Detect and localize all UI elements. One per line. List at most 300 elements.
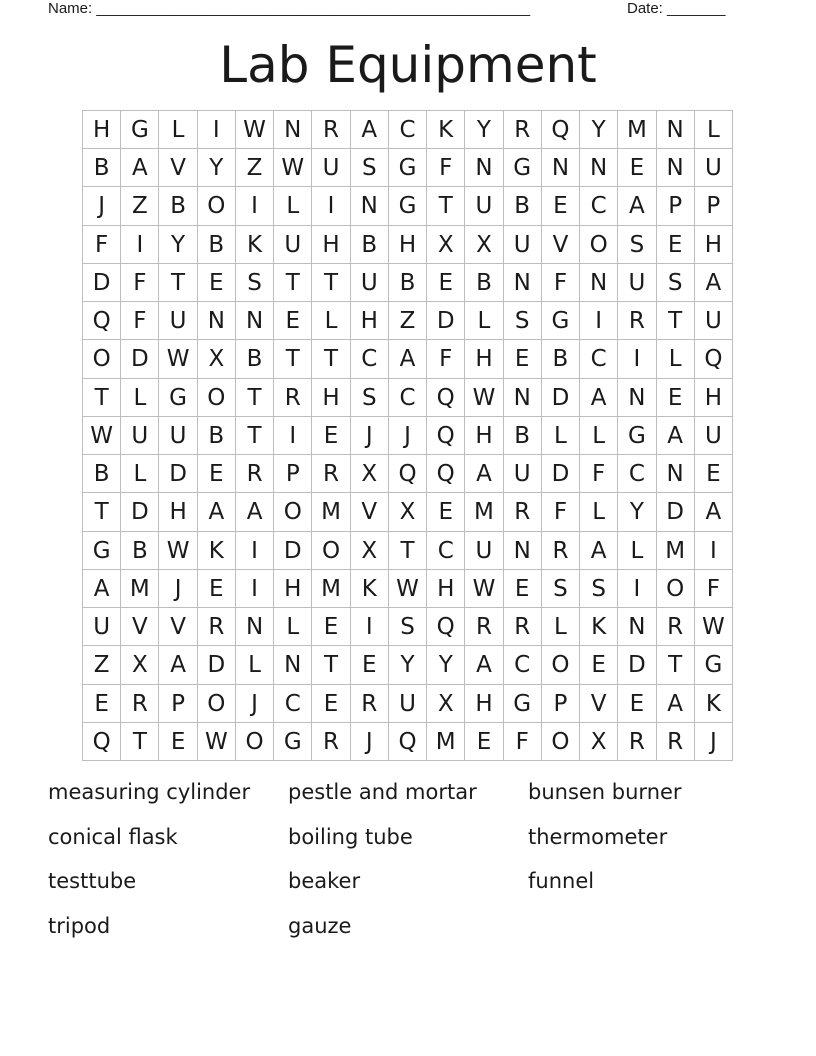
grid-cell[interactable]: X	[427, 685, 465, 723]
grid-cell[interactable]: U	[159, 417, 197, 455]
grid-cell[interactable]: W	[695, 608, 733, 646]
grid-cell[interactable]: C	[580, 187, 618, 225]
grid-cell[interactable]: C	[504, 646, 542, 684]
grid-cell[interactable]: R	[618, 302, 656, 340]
grid-cell[interactable]: M	[312, 493, 350, 531]
grid-cell[interactable]: U	[465, 187, 503, 225]
grid-cell[interactable]: Y	[465, 111, 503, 149]
grid-cell[interactable]: S	[504, 302, 542, 340]
grid-cell[interactable]: L	[465, 302, 503, 340]
grid-cell[interactable]: D	[427, 302, 465, 340]
grid-cell[interactable]: B	[83, 455, 121, 493]
word-list-item: measuring cylinder	[48, 780, 251, 804]
grid-cell[interactable]: T	[236, 379, 274, 417]
grid-cell[interactable]: E	[312, 608, 350, 646]
grid-cell[interactable]: D	[121, 493, 159, 531]
grid-cell[interactable]: I	[236, 570, 274, 608]
grid-cell[interactable]: T	[312, 646, 350, 684]
grid-cell[interactable]: T	[121, 723, 159, 761]
word-list-item: conical flask	[48, 824, 178, 849]
grid-cell[interactable]: R	[312, 455, 350, 493]
grid-cell[interactable]: Q	[427, 379, 465, 417]
grid-cell[interactable]: J	[695, 723, 733, 761]
grid-cell[interactable]: O	[580, 226, 618, 264]
grid-cell[interactable]: Y	[580, 111, 618, 149]
grid-cell[interactable]: E	[198, 455, 236, 493]
grid-cell[interactable]: Y	[198, 149, 236, 187]
grid-cell[interactable]: B	[83, 149, 121, 187]
grid-cell[interactable]: F	[695, 570, 733, 608]
grid-cell[interactable]: D	[159, 455, 197, 493]
grid-cell[interactable]: H	[695, 379, 733, 417]
grid-cell[interactable]: C	[351, 340, 389, 378]
grid-cell[interactable]: A	[198, 493, 236, 531]
grid-cell[interactable]: E	[580, 646, 618, 684]
grid-cell[interactable]: T	[83, 493, 121, 531]
grid-cell[interactable]: F	[121, 302, 159, 340]
grid-cell[interactable]: R	[542, 532, 580, 570]
grid-cell[interactable]: F	[121, 264, 159, 302]
grid-cell[interactable]: G	[159, 379, 197, 417]
grid-cell[interactable]: L	[121, 455, 159, 493]
grid-cell[interactable]: K	[427, 111, 465, 149]
grid-cell[interactable]: A	[580, 532, 618, 570]
grid-cell[interactable]: V	[580, 685, 618, 723]
grid-cell[interactable]: S	[657, 264, 695, 302]
grid-cell[interactable]: L	[542, 608, 580, 646]
grid-cell[interactable]: C	[389, 111, 427, 149]
grid-cell[interactable]: I	[351, 608, 389, 646]
grid-cell[interactable]: Z	[236, 149, 274, 187]
word-list-item: bunsen burner	[528, 780, 682, 804]
grid-cell[interactable]: L	[312, 302, 350, 340]
grid-cell[interactable]: S	[618, 226, 656, 264]
grid-cell[interactable]: M	[121, 570, 159, 608]
grid-cell[interactable]: D	[657, 493, 695, 531]
grid-cell[interactable]: L	[695, 111, 733, 149]
grid-cell[interactable]: X	[580, 723, 618, 761]
grid-cell[interactable]: N	[236, 302, 274, 340]
grid-cell[interactable]: Q	[542, 111, 580, 149]
grid-cell[interactable]: E	[618, 149, 656, 187]
grid-cell[interactable]: A	[159, 646, 197, 684]
grid-cell[interactable]: H	[695, 226, 733, 264]
word-list	[48, 777, 768, 957]
word-list-item: gauze	[288, 913, 352, 938]
grid-cell[interactable]: R	[274, 379, 312, 417]
grid-cell[interactable]: R	[504, 493, 542, 531]
grid-cell[interactable]: R	[504, 608, 542, 646]
grid-cell[interactable]: T	[274, 264, 312, 302]
grid-cell[interactable]: A	[389, 340, 427, 378]
grid-cell[interactable]: D	[83, 264, 121, 302]
grid-cell[interactable]: A	[465, 455, 503, 493]
grid-cell[interactable]: Q	[427, 417, 465, 455]
grid-cell[interactable]: E	[427, 493, 465, 531]
grid-cell[interactable]: O	[274, 493, 312, 531]
word-list-item: boiling tube	[288, 824, 413, 849]
grid-cell[interactable]: R	[657, 608, 695, 646]
grid-cell[interactable]: L	[657, 340, 695, 378]
grid-cell[interactable]: Z	[121, 187, 159, 225]
name-field[interactable]: Name: ____________________________________________________	[48, 0, 531, 17]
grid-cell[interactable]: Q	[389, 455, 427, 493]
grid-cell[interactable]: N	[504, 532, 542, 570]
grid-cell[interactable]: T	[274, 340, 312, 378]
grid-cell[interactable]: C	[427, 532, 465, 570]
grid-cell[interactable]: Q	[83, 302, 121, 340]
grid-cell[interactable]: P	[159, 685, 197, 723]
grid-cell[interactable]: D	[618, 646, 656, 684]
grid-cell[interactable]: B	[198, 417, 236, 455]
grid-cell[interactable]: R	[504, 111, 542, 149]
grid-cell[interactable]: A	[465, 646, 503, 684]
grid-cell[interactable]: E	[504, 340, 542, 378]
grid-cell[interactable]: B	[159, 187, 197, 225]
grid-cell[interactable]: U	[159, 302, 197, 340]
grid-cell[interactable]: S	[389, 608, 427, 646]
grid-cell[interactable]: X	[351, 532, 389, 570]
grid-cell[interactable]: G	[274, 723, 312, 761]
grid-cell[interactable]: H	[312, 379, 350, 417]
grid-cell[interactable]: L	[580, 493, 618, 531]
grid-cell[interactable]: L	[274, 608, 312, 646]
grid-cell[interactable]: A	[83, 570, 121, 608]
grid-cell[interactable]: I	[312, 187, 350, 225]
grid-cell[interactable]: T	[312, 340, 350, 378]
grid-cell[interactable]: O	[198, 685, 236, 723]
grid-cell[interactable]: V	[121, 608, 159, 646]
grid-cell[interactable]: B	[198, 226, 236, 264]
grid-cell[interactable]: U	[312, 149, 350, 187]
grid-cell[interactable]: F	[427, 340, 465, 378]
grid-cell[interactable]: B	[504, 187, 542, 225]
grid-cell[interactable]: I	[236, 187, 274, 225]
word-list-item: thermometer	[528, 824, 668, 849]
grid-cell[interactable]: K	[580, 608, 618, 646]
grid-cell[interactable]: E	[695, 455, 733, 493]
grid-cell[interactable]: U	[618, 264, 656, 302]
grid-cell[interactable]: R	[657, 723, 695, 761]
grid-cell[interactable]: N	[198, 302, 236, 340]
grid-cell[interactable]: U	[504, 455, 542, 493]
grid-cell[interactable]: A	[580, 379, 618, 417]
grid-cell[interactable]: M	[427, 723, 465, 761]
grid-cell[interactable]: M	[312, 570, 350, 608]
grid-cell[interactable]: G	[83, 532, 121, 570]
grid-cell[interactable]: H	[351, 302, 389, 340]
grid-cell[interactable]: Y	[618, 493, 656, 531]
grid-cell[interactable]: P	[542, 685, 580, 723]
grid-cell[interactable]: M	[465, 493, 503, 531]
grid-cell[interactable]: N	[236, 608, 274, 646]
grid-cell[interactable]: L	[159, 111, 197, 149]
grid-cell[interactable]: B	[465, 264, 503, 302]
grid-cell[interactable]: O	[312, 532, 350, 570]
grid-cell[interactable]: U	[121, 417, 159, 455]
grid-cell[interactable]: I	[236, 532, 274, 570]
grid-cell[interactable]: M	[618, 111, 656, 149]
grid-cell[interactable]: R	[121, 685, 159, 723]
grid-cell[interactable]: E	[274, 302, 312, 340]
grid-cell[interactable]: E	[504, 570, 542, 608]
grid-cell[interactable]: N	[504, 264, 542, 302]
grid-cell[interactable]: N	[618, 379, 656, 417]
grid-cell[interactable]: W	[83, 417, 121, 455]
grid-cell[interactable]: O	[542, 723, 580, 761]
grid-cell[interactable]: S	[236, 264, 274, 302]
grid-cell[interactable]: Z	[389, 302, 427, 340]
grid-cell[interactable]: E	[312, 417, 350, 455]
grid-cell[interactable]: C	[618, 455, 656, 493]
grid-cell[interactable]: E	[312, 685, 350, 723]
grid-cell[interactable]: S	[351, 149, 389, 187]
grid-cell[interactable]: S	[580, 570, 618, 608]
grid-cell[interactable]: G	[504, 685, 542, 723]
grid-cell[interactable]: Q	[389, 723, 427, 761]
grid-cell[interactable]: D	[542, 455, 580, 493]
grid-cell[interactable]: G	[542, 302, 580, 340]
grid-cell[interactable]: I	[618, 340, 656, 378]
grid-cell[interactable]: S	[542, 570, 580, 608]
grid-cell[interactable]: U	[695, 149, 733, 187]
grid-cell[interactable]: B	[389, 264, 427, 302]
grid-cell[interactable]: W	[465, 379, 503, 417]
grid-cell[interactable]: O	[542, 646, 580, 684]
grid-cell[interactable]: P	[274, 455, 312, 493]
grid-cell[interactable]: P	[695, 187, 733, 225]
grid-cell[interactable]: F	[542, 264, 580, 302]
grid-cell[interactable]: U	[351, 264, 389, 302]
grid-cell[interactable]: R	[236, 455, 274, 493]
grid-cell[interactable]: X	[465, 226, 503, 264]
grid-cell[interactable]: B	[236, 340, 274, 378]
grid-cell[interactable]: W	[274, 149, 312, 187]
grid-cell[interactable]: T	[389, 532, 427, 570]
grid-cell[interactable]: C	[274, 685, 312, 723]
grid-cell[interactable]: E	[351, 646, 389, 684]
grid-cell[interactable]: N	[580, 149, 618, 187]
grid-cell[interactable]: T	[657, 646, 695, 684]
grid-cell[interactable]: A	[695, 493, 733, 531]
grid-cell[interactable]: W	[236, 111, 274, 149]
grid-cell[interactable]: G	[389, 149, 427, 187]
grid-cell[interactable]: V	[351, 493, 389, 531]
grid-cell[interactable]: W	[198, 723, 236, 761]
grid-cell[interactable]: E	[198, 570, 236, 608]
grid-cell[interactable]: K	[695, 685, 733, 723]
grid-cell[interactable]: O	[83, 340, 121, 378]
grid-cell[interactable]: A	[618, 187, 656, 225]
grid-cell[interactable]: U	[389, 685, 427, 723]
grid-cell[interactable]: T	[657, 302, 695, 340]
grid-cell[interactable]: A	[695, 264, 733, 302]
grid-cell[interactable]: F	[542, 493, 580, 531]
grid-cell[interactable]: N	[504, 379, 542, 417]
grid-cell[interactable]: J	[351, 723, 389, 761]
grid-cell[interactable]: F	[83, 226, 121, 264]
grid-cell[interactable]: N	[657, 455, 695, 493]
grid-cell[interactable]: U	[83, 608, 121, 646]
grid-cell[interactable]: C	[580, 340, 618, 378]
grid-cell[interactable]: H	[274, 570, 312, 608]
grid-cell[interactable]: L	[121, 379, 159, 417]
grid-cell[interactable]: Q	[427, 455, 465, 493]
grid-cell[interactable]: G	[121, 111, 159, 149]
grid-cell[interactable]: N	[274, 646, 312, 684]
grid-cell[interactable]: D	[121, 340, 159, 378]
grid-cell[interactable]: R	[312, 111, 350, 149]
grid-cell[interactable]: L	[618, 532, 656, 570]
grid-cell[interactable]: I	[695, 532, 733, 570]
grid-cell[interactable]: V	[159, 149, 197, 187]
grid-cell[interactable]: T	[312, 264, 350, 302]
grid-cell[interactable]: T	[236, 417, 274, 455]
grid-cell[interactable]: H	[83, 111, 121, 149]
grid-cell[interactable]: A	[121, 149, 159, 187]
grid-cell[interactable]: O	[236, 723, 274, 761]
grid-cell[interactable]: N	[657, 149, 695, 187]
grid-cell[interactable]: N	[351, 187, 389, 225]
grid-cell[interactable]: T	[159, 264, 197, 302]
grid-cell[interactable]: O	[198, 379, 236, 417]
grid-cell[interactable]: X	[198, 340, 236, 378]
grid-cell[interactable]: L	[274, 187, 312, 225]
grid-cell[interactable]: U	[695, 302, 733, 340]
grid-cell[interactable]: O	[198, 187, 236, 225]
grid-cell[interactable]: Q	[83, 723, 121, 761]
grid-cell[interactable]: X	[351, 455, 389, 493]
word-list-item: funnel	[528, 869, 595, 893]
grid-cell[interactable]: I	[274, 417, 312, 455]
grid-cell[interactable]: E	[657, 226, 695, 264]
grid-cell[interactable]: B	[542, 340, 580, 378]
grid-cell[interactable]: N	[618, 608, 656, 646]
grid-cell[interactable]: W	[159, 340, 197, 378]
grid-cell[interactable]: N	[580, 264, 618, 302]
grid-cell[interactable]: N	[657, 111, 695, 149]
grid-cell[interactable]: T	[427, 187, 465, 225]
grid-cell[interactable]: M	[657, 532, 695, 570]
grid-cell[interactable]: H	[465, 340, 503, 378]
grid-cell[interactable]: F	[504, 723, 542, 761]
grid-cell[interactable]: I	[198, 111, 236, 149]
grid-cell[interactable]: H	[312, 226, 350, 264]
grid-cell[interactable]: V	[542, 226, 580, 264]
grid-cell[interactable]: J	[351, 417, 389, 455]
page-title: Lab Equipment	[219, 36, 597, 94]
grid-cell[interactable]: F	[427, 149, 465, 187]
grid-cell[interactable]: G	[618, 417, 656, 455]
grid-cell[interactable]: R	[618, 723, 656, 761]
grid-cell[interactable]: I	[618, 570, 656, 608]
grid-cell[interactable]: R	[351, 685, 389, 723]
grid-cell[interactable]: W	[389, 570, 427, 608]
grid-cell[interactable]: L	[542, 417, 580, 455]
grid-cell[interactable]: L	[236, 646, 274, 684]
grid-cell[interactable]: A	[657, 417, 695, 455]
grid-cell[interactable]: E	[198, 264, 236, 302]
grid-cell[interactable]: A	[236, 493, 274, 531]
grid-cell[interactable]: Y	[427, 646, 465, 684]
grid-cell[interactable]: F	[580, 455, 618, 493]
grid-cell[interactable]: E	[159, 723, 197, 761]
grid-cell[interactable]: H	[465, 417, 503, 455]
grid-cell[interactable]: X	[427, 226, 465, 264]
grid-cell[interactable]: H	[389, 226, 427, 264]
grid-cell[interactable]: B	[504, 417, 542, 455]
date-field[interactable]: Date: _______	[627, 0, 726, 17]
grid-cell[interactable]: E	[465, 723, 503, 761]
grid-cell[interactable]: E	[542, 187, 580, 225]
grid-cell[interactable]: R	[465, 608, 503, 646]
grid-cell[interactable]: U	[504, 226, 542, 264]
grid-cell[interactable]: R	[312, 723, 350, 761]
grid-cell[interactable]: Y	[389, 646, 427, 684]
grid-cell[interactable]: E	[83, 685, 121, 723]
grid-cell[interactable]: G	[389, 187, 427, 225]
grid-cell[interactable]: K	[351, 570, 389, 608]
grid-cell[interactable]: U	[695, 417, 733, 455]
grid-cell[interactable]: D	[274, 532, 312, 570]
grid-cell[interactable]: N	[274, 111, 312, 149]
grid-cell[interactable]: S	[351, 379, 389, 417]
grid-cell[interactable]: A	[351, 111, 389, 149]
grid-cell[interactable]: H	[465, 685, 503, 723]
grid-cell[interactable]: H	[159, 493, 197, 531]
grid-cell[interactable]: U	[465, 532, 503, 570]
grid-cell[interactable]: R	[198, 608, 236, 646]
grid-cell[interactable]: W	[465, 570, 503, 608]
grid-cell[interactable]: P	[657, 187, 695, 225]
grid-cell[interactable]: E	[427, 264, 465, 302]
grid-cell[interactable]: V	[159, 608, 197, 646]
grid-cell[interactable]: K	[236, 226, 274, 264]
grid-cell[interactable]: C	[389, 379, 427, 417]
grid-cell[interactable]: J	[236, 685, 274, 723]
grid-cell[interactable]: Y	[159, 226, 197, 264]
grid-cell[interactable]: D	[542, 379, 580, 417]
grid-cell[interactable]: W	[159, 532, 197, 570]
grid-cell[interactable]: B	[121, 532, 159, 570]
grid-cell[interactable]: A	[657, 685, 695, 723]
grid-cell[interactable]: N	[465, 149, 503, 187]
grid-cell[interactable]: Z	[83, 646, 121, 684]
grid-cell[interactable]: K	[198, 532, 236, 570]
grid-cell[interactable]: E	[657, 379, 695, 417]
grid-cell[interactable]: X	[121, 646, 159, 684]
grid-cell[interactable]: B	[351, 226, 389, 264]
grid-cell[interactable]: N	[542, 149, 580, 187]
grid-cell[interactable]: J	[389, 417, 427, 455]
grid-cell[interactable]: J	[159, 570, 197, 608]
grid-cell[interactable]: Q	[695, 340, 733, 378]
grid-cell[interactable]: E	[618, 685, 656, 723]
grid-cell[interactable]: X	[389, 493, 427, 531]
grid-cell[interactable]: Q	[427, 608, 465, 646]
grid-cell[interactable]: I	[580, 302, 618, 340]
grid-cell[interactable]: I	[121, 226, 159, 264]
grid-cell[interactable]: L	[580, 417, 618, 455]
grid-cell[interactable]: H	[427, 570, 465, 608]
grid-cell[interactable]: D	[198, 646, 236, 684]
grid-cell[interactable]: U	[274, 226, 312, 264]
grid-cell[interactable]: T	[83, 379, 121, 417]
grid-cell[interactable]: J	[83, 187, 121, 225]
grid-cell[interactable]: G	[695, 646, 733, 684]
grid-cell[interactable]: G	[504, 149, 542, 187]
grid-cell[interactable]: O	[657, 570, 695, 608]
